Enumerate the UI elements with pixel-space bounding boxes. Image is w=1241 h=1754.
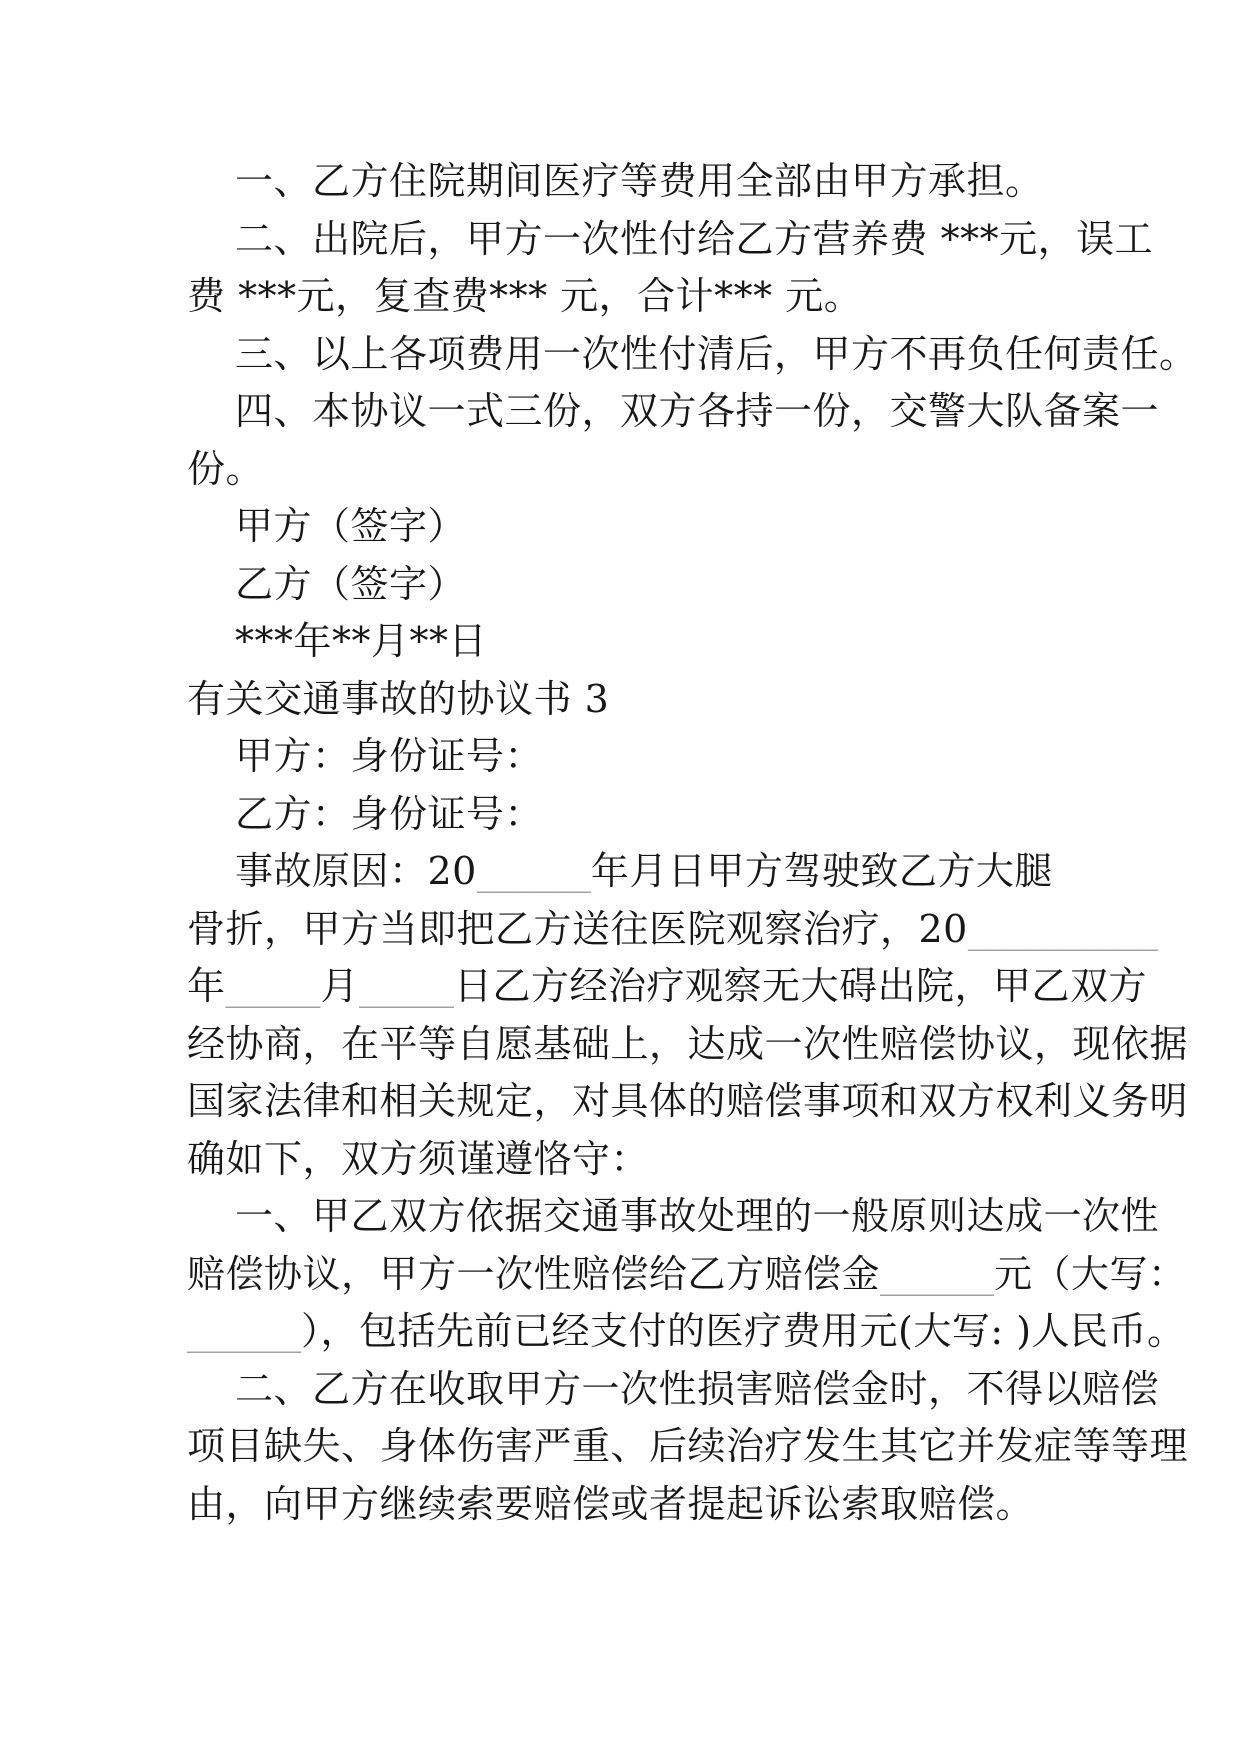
text-line: 乙方（签字） <box>235 561 467 606</box>
text-line: 经协商，在平等自愿基础上，达成一次性赔偿协议，现依据 <box>187 1021 1189 1066</box>
text-line: 乙方：身份证号： <box>235 791 544 836</box>
blank-underline: __________ <box>967 906 1158 951</box>
text-line: 二、出院后，甲方一次性付给乙方营养费 ***元，误工 <box>235 216 1154 261</box>
text-line: 四、本协议一式三份，双方各持一份，交警大队备案一 <box>235 389 1160 433</box>
text-line: 事故原因：20______年月日甲方驾驶致乙方大腿 <box>235 849 1053 893</box>
text-line: 份。 <box>187 446 265 491</box>
text-line: 确如下，双方须谨遵恪守： <box>187 1136 650 1181</box>
text-line: 国家法律和相关规定，对具体的赔偿事项和双方权利义务明 <box>187 1079 1189 1123</box>
text-line: ______），包括先前已经支付的医疗费用元(大写: )人民币。 <box>187 1309 1186 1353</box>
text-line: 项目缺失、身体伤害严重、后续治疗发生其它并发症等等理 <box>187 1424 1189 1468</box>
blank-underline: ______ <box>476 849 591 893</box>
text-line: 年_____月_____日乙方经治疗观察无大碍出院，甲乙双方 <box>187 964 1148 1008</box>
text-line: 费 ***元，复查费*** 元，合计*** 元。 <box>187 274 863 318</box>
text-line: 甲方：身份证号： <box>235 734 544 778</box>
text-line: 一、乙方住院期间医疗等费用全部由甲方承担。 <box>235 159 1044 203</box>
blank-underline: ______ <box>880 1251 995 1296</box>
text-line: 甲方（签字） <box>235 504 467 548</box>
text-line: 赔偿协议，甲方一次性赔偿给乙方赔偿金______元（大写： <box>187 1251 1187 1296</box>
text-line: 二、乙方在收取甲方一次性损害赔偿金时，不得以赔偿 <box>235 1366 1160 1411</box>
text-line: 骨折，甲方当即把乙方送往医院观察治疗，20__________ <box>187 906 1158 951</box>
text-line: ***年**月**日 <box>235 619 488 663</box>
document-body <box>187 153 1198 1533</box>
text-line: 有关交通事故的协议书 3 <box>187 676 610 721</box>
text-line: 由，向甲方继续索要赔偿或者提起诉讼索取赔偿。 <box>187 1481 1035 1526</box>
blank-underline: _____ <box>359 964 455 1008</box>
text-line: 三、以上各项费用一次性付清后，甲方不再负任何责任。 <box>235 331 1198 376</box>
blank-underline: _____ <box>225 964 321 1008</box>
text-line: 一、甲乙双方依据交通事故处理的一般原则达成一次性 <box>235 1194 1160 1238</box>
blank-underline: ______ <box>187 1309 301 1353</box>
